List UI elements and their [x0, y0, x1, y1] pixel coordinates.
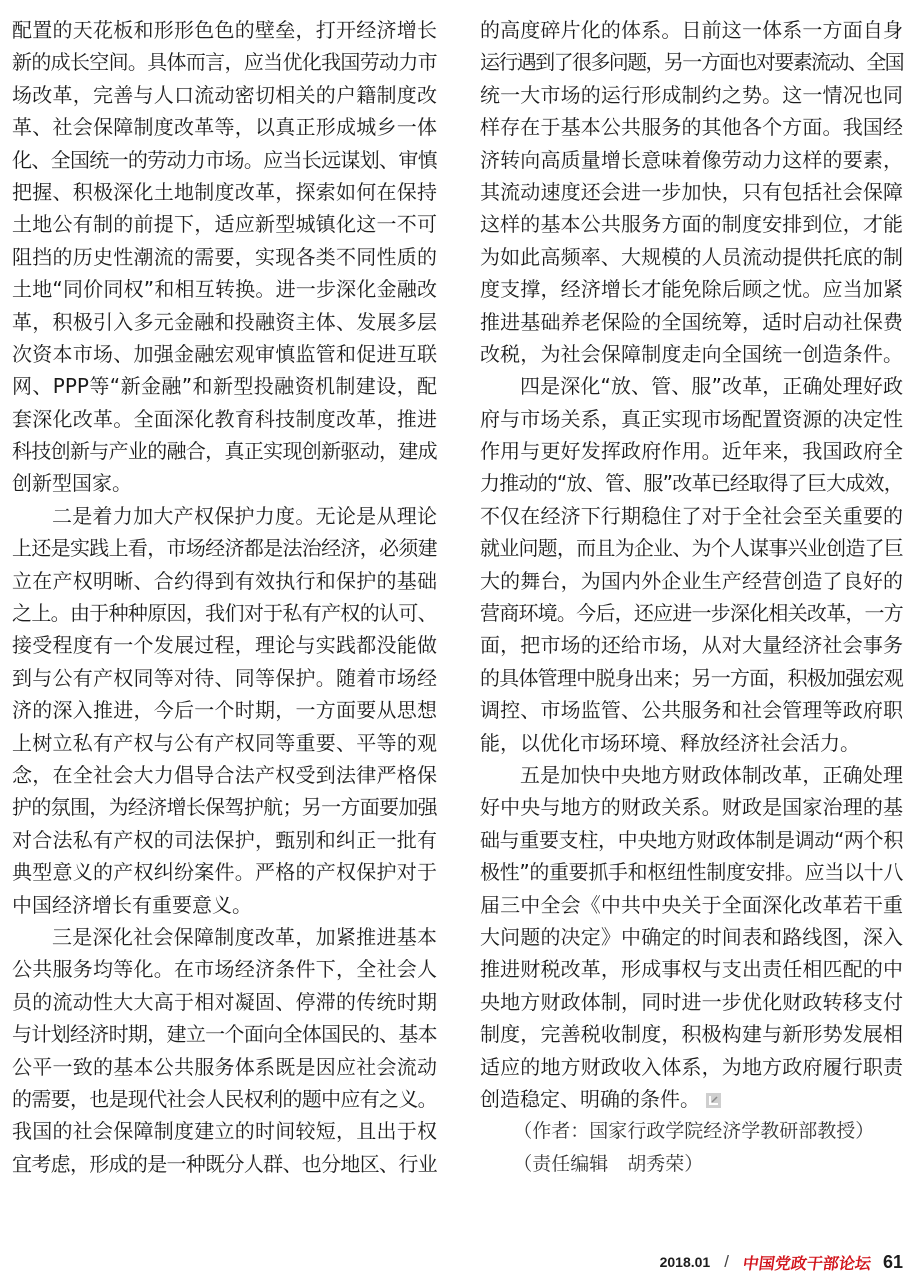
text-line-content: 新的成长空间。具体而言，应当优化我国劳动力市: [12, 50, 437, 75]
text-line: [12, 791, 437, 823]
paragraph: [480, 370, 903, 759]
text-line: [12, 727, 437, 759]
text-line-content: 适应的地方财政收入体系，为地方政府履行职责: [480, 1054, 903, 1079]
paragraph: [480, 14, 903, 370]
byline: [480, 1115, 903, 1180]
text-line: [480, 79, 903, 111]
text-line: [12, 565, 437, 597]
text-line: [12, 241, 437, 273]
text-line: [480, 824, 903, 856]
text-line-content: 面，把市场的还给市场，从对大量经济社会事务: [480, 633, 903, 658]
text-line-content: 念，在全社会大力倡导合法产权受到法律严格保: [12, 762, 437, 787]
text-line: [480, 1051, 903, 1083]
issue-date: 2018.01: [659, 1254, 711, 1270]
text-line-content: 立在产权明晰、合约得到有效执行和保护的基础: [12, 568, 437, 593]
text-line: [480, 986, 903, 1018]
text-line: [480, 953, 903, 985]
text-line-content: 科技创新与产业的融合，真正实现创新驱动，建成: [12, 439, 437, 464]
text-line: [12, 500, 437, 532]
text-line: [480, 403, 903, 435]
text-line: [480, 273, 903, 305]
text-line-content: 对合法私有产权的司法保护，甄别和纠正一批有: [12, 827, 437, 852]
text-line: [480, 759, 903, 791]
text-line-content: 到与公有产权同等对待、同等保护。随着市场经: [12, 665, 437, 690]
paragraph: [12, 921, 437, 1180]
text-line-content: 中国经济增长有重要意义。: [12, 892, 252, 917]
text-line-content: 次资本市场、加强金融宏观审慎监管和促进互联: [12, 341, 437, 366]
text-line: [480, 14, 903, 46]
text-line: [480, 889, 903, 921]
author-note: （作者：国家行政学院经济学教研部教授）: [513, 1120, 875, 1143]
text-line: [12, 921, 437, 953]
text-line-content: 力推动的“放、管、服”改革已经取得了巨大成效，: [480, 471, 903, 496]
text-line-content: 济的深入推进，今后一个时期，一方面要从思想: [12, 698, 437, 723]
text-line: [12, 306, 437, 338]
text-line-content: 我国的社会保障制度建立的时间较短，且出于权: [12, 1119, 437, 1144]
text-line-content: 的需要，也是现代社会人民权利的题中应有之义。: [12, 1086, 437, 1111]
text-line-content: 大问题的决定》中确定的时间表和路线图，深入: [480, 924, 903, 949]
text-line-content: 员的流动性大大高于相对凝固、停滞的传统时期: [12, 989, 437, 1014]
text-line-content: 济转向高质量增长意味着像劳动力这样的要素，: [480, 147, 903, 172]
text-line: [12, 338, 437, 370]
text-line: [12, 79, 437, 111]
text-line: [12, 467, 437, 499]
text-line: [12, 629, 437, 661]
text-line: [12, 953, 437, 985]
text-line: [12, 1115, 437, 1147]
text-line-content: 之上。由于种种原因，我们对于私有产权的认可、: [12, 601, 437, 626]
text-line-content: 的高度碎片化的体系。日前这一体系一方面自身: [480, 18, 903, 42]
text-line: [12, 14, 437, 46]
text-line: [12, 1051, 437, 1083]
text-line-content: 大的舞台，为国内外企业生产经营创造了良好的: [480, 568, 903, 593]
text-line-content: 改税，为社会保障制度走向全国统一创造条件。: [480, 341, 903, 366]
text-line-content: 网、PPP等“新金融”和新型投融资机制建设，配: [12, 374, 437, 399]
text-line-content: 革、社会保障制度改革等，以真正形成城乡一体: [12, 115, 437, 140]
paragraph: [12, 14, 437, 500]
text-line: [480, 500, 903, 532]
footer-separator: /: [724, 1252, 729, 1271]
text-line-content: 能，以优化市场环境、释放经济社会活力。: [480, 730, 860, 755]
text-line-content: 化、全国统一的劳动力市场。应当长远谋划、审慎: [12, 147, 437, 172]
text-line-content: 这样的基本公共服务方面的制度安排到位，才能: [480, 212, 903, 237]
text-line-content: 府与市场关系，真正实现市场配置资源的决定性: [480, 406, 903, 431]
text-line: [480, 727, 903, 759]
text-line: [480, 532, 903, 564]
text-line: [480, 176, 903, 208]
left-column: [12, 14, 437, 1180]
editor-note: （责任编辑 胡秀荣）: [513, 1152, 704, 1175]
text-line: [480, 370, 903, 402]
text-line: [480, 1083, 903, 1115]
text-line: [480, 597, 903, 629]
text-line-content: 统一大市场的运行形成制约之势。这一情况也同: [480, 82, 903, 107]
text-line: [480, 338, 903, 370]
text-line-content: 央地方财政体制，同时进一步优化财政转移支付: [480, 989, 903, 1014]
text-line: [480, 241, 903, 273]
text-line: [12, 889, 437, 921]
text-line-content: 上树立私有产权与公有产权同等重要、平等的观: [12, 730, 437, 755]
text-line: [12, 856, 437, 888]
text-line-content: 革，积极引入多元金融和投融资主体、发展多层: [12, 309, 437, 334]
text-line-content: 制度，完善税收制度，积极构建与新形势发展相: [480, 1022, 903, 1047]
text-line: [480, 208, 903, 240]
text-line-content: 二是着力加大产权保护力度。无论是从理论: [52, 503, 437, 528]
text-line-content: 营商环境。今后，还应进一步深化相关改革，一方: [480, 601, 903, 626]
text-line: [12, 662, 437, 694]
text-line: [12, 532, 437, 564]
text-line-content: 套深化改革。全面深化教育科技制度改革，推进: [12, 406, 437, 431]
text-line-content: 接受程度有一个发展过程，理论与实践都没能做: [12, 633, 437, 658]
text-line-content: 极性”的重要抓手和枢纽性制度安排。应当以十八: [480, 860, 903, 885]
text-line-content: 公平一致的基本公共服务体系既是因应社会流动: [12, 1054, 437, 1079]
text-line: [480, 1018, 903, 1050]
text-line: [480, 467, 903, 499]
text-line-content: 度支撑，经济增长才能免除后顾之忧。应当加紧: [480, 277, 903, 302]
text-line-content: 配置的天花板和形形色色的壁垒，打开经济增长: [12, 18, 437, 42]
text-line: [12, 1083, 437, 1115]
text-line-content: 五是加快中央地方财政体制改革，正确处理: [520, 762, 903, 787]
text-line: [12, 759, 437, 791]
right-column: [480, 14, 903, 1180]
text-line: [480, 791, 903, 823]
text-line: [480, 144, 903, 176]
text-line: [12, 435, 437, 467]
text-line: [12, 597, 437, 629]
text-line: [12, 273, 437, 305]
text-line-content: 好中央与地方的财政关系。财政是国家治理的基: [480, 795, 903, 820]
text-line: [480, 921, 903, 953]
page-footer: [660, 1248, 903, 1276]
text-line-content: 创新型国家。: [12, 471, 132, 496]
text-line-content: 的具体管理中脱身出来；另一方面，积极加强宏观: [480, 665, 903, 690]
text-line-content: 宜考虑，形成的是一种既分人群、也分地区、行业: [12, 1151, 437, 1176]
text-line-content: 上还是实践上看，市场经济都是法治经济，必须建: [12, 536, 437, 561]
text-line-content: 三是深化社会保障制度改革，加紧推进基本: [52, 924, 437, 949]
text-line-content: 为如此高频率、大规模的人员流动提供托底的制: [480, 244, 903, 269]
text-line-content: 典型意义的产权纠纷案件。严格的产权保护对于: [12, 860, 437, 885]
text-line: [12, 1148, 437, 1180]
text-line-content: 公共服务均等化。在市场经济条件下，全社会人: [12, 957, 437, 982]
text-line: [12, 176, 437, 208]
text-line-content: 阻挡的历史性潮流的需要，实现各类不同性质的: [12, 244, 437, 269]
text-line-content: 推进财税改革，形成事权与支出责任相匹配的中: [480, 957, 903, 982]
text-line-content: 与计划经济时期，建立一个面向全体国民的、基本: [12, 1022, 437, 1047]
left-column-body: [12, 14, 437, 1180]
text-line-content: 不仅在经济下行期稳住了对于全社会至关重要的: [480, 503, 903, 528]
text-line-content: 土地公有制的前提下，适应新型城镇化这一不可: [12, 212, 437, 237]
end-of-article-icon: [706, 1093, 721, 1108]
text-line: [12, 144, 437, 176]
text-line-content: 四是深化“放、管、服”改革，正确处理好政: [520, 374, 903, 399]
text-line-content: 推进基础养老保险的全国统筹，适时启动社保费: [480, 309, 903, 334]
text-line-content: 土地“同价同权”和相互转换。进一步深化金融改: [12, 277, 437, 302]
text-line-content: 作用与更好发挥政府作用。近年来，我国政府全: [480, 439, 903, 464]
text-line: [480, 565, 903, 597]
text-line-content: 就业问题，而且为企业、为个人谋事兴业创造了巨: [480, 536, 903, 561]
text-line-content: 样存在于基本公共服务的其他各个方面。我国经: [480, 115, 903, 140]
text-line: [480, 856, 903, 888]
text-line: [12, 824, 437, 856]
paragraph: [12, 500, 437, 921]
text-line-content: 把握、积极深化土地制度改革，探索如何在保持: [12, 179, 437, 204]
text-line-content: 础与重要支柱，中央地方财政体制是调动“两个积: [480, 827, 903, 852]
text-line: [12, 403, 437, 435]
text-line: [480, 629, 903, 661]
text-line-content: 其流动速度还会进一步加快，只有包括社会保障: [480, 179, 903, 204]
text-line: [12, 208, 437, 240]
text-line: [12, 694, 437, 726]
text-line: [12, 370, 437, 402]
right-column-body: [480, 14, 903, 1115]
text-line: [12, 986, 437, 1018]
magazine-logo: 中国党政干部论坛: [741, 1253, 873, 1273]
text-line-content: 护的氛围，为经济增长保驾护航；另一方面要加强: [12, 795, 437, 820]
text-line: [480, 111, 903, 143]
text-line: [480, 435, 903, 467]
text-line-content: 届三中全会《中共中央关于全面深化改革若干重: [480, 892, 903, 917]
text-line: [12, 111, 437, 143]
text-line-content: 调控、市场监管、公共服务和社会管理等政府职: [480, 698, 903, 723]
text-line-content: 场改革，完善与人口流动密切相关的户籍制度改: [12, 82, 437, 107]
text-line: [480, 306, 903, 338]
page-number: 61: [882, 1251, 903, 1272]
text-line-content: 创造稳定、明确的条件。: [480, 1086, 700, 1111]
text-line-content: 运行遇到了很多问题，另一方面也对要素流动、全国: [480, 50, 903, 75]
paragraph: [480, 759, 903, 1115]
text-line: [480, 662, 903, 694]
text-line: [480, 694, 903, 726]
text-line: [12, 1018, 437, 1050]
text-line: [480, 46, 903, 78]
text-line: [12, 46, 437, 78]
